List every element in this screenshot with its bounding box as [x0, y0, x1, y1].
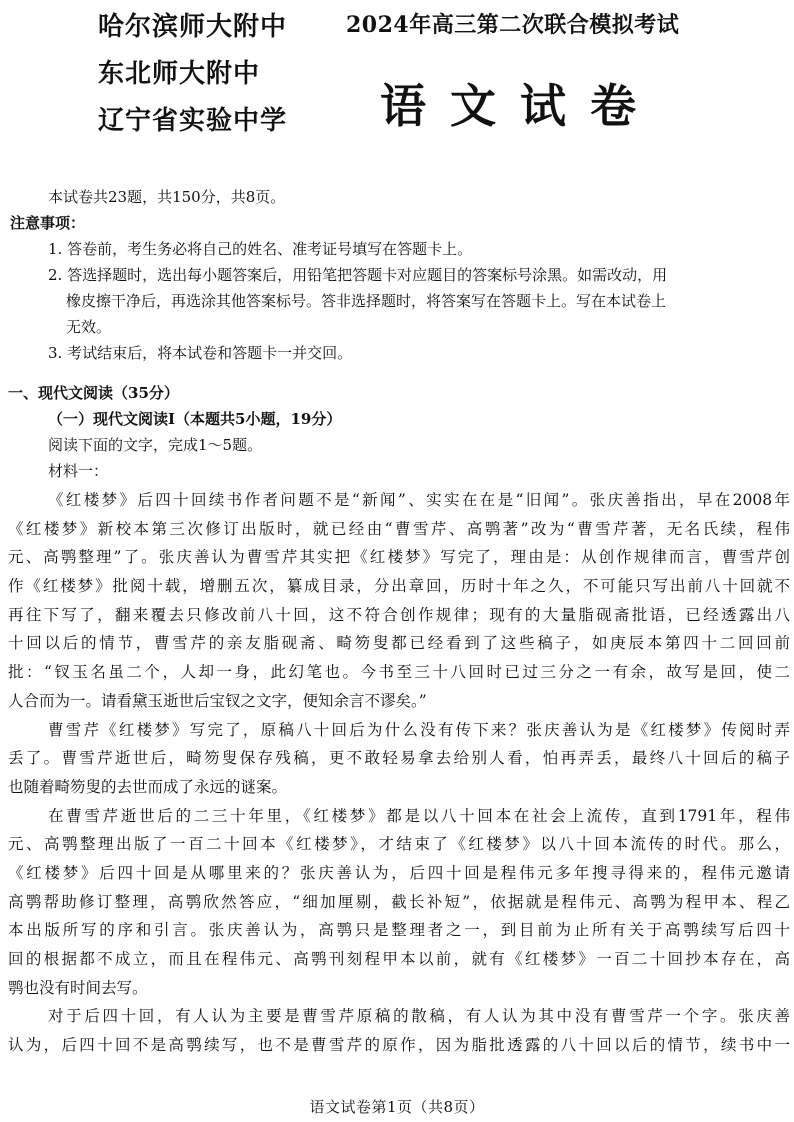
note-line: 无效。 [66, 318, 112, 336]
school-name-1: 哈尔滨师大附中 [98, 12, 288, 42]
passage-line: 批：“钗玉名虽二个，人却一身，此幻笔也。今书至三十八回时已过三分之一有余，故写是回，使二 [8, 663, 790, 682]
notes-title: 注意事项： [10, 214, 86, 232]
page-footer: 语文试卷第1页（共8页） [309, 1098, 485, 1116]
passage-line: 人合而为一。请看黛玉逝世后宝钗之文字，便知余言不谬矣。” [8, 691, 427, 710]
school-list [98, 4, 338, 145]
exam-intro: 本试卷共23题，共150分，共8页。 [48, 188, 286, 206]
passage-line: 《红楼梦》后四十回续书作者问题不是“新闻”、实实在在是“旧闻”。张庆善指出，早在2008年 [48, 491, 790, 509]
note-line: 2. 答选择题时，选出每小题答案后，用铅笔把答题卡对应题目的答案标号涂黑。如需改动，用 [48, 266, 668, 284]
passage-line: 再往下写了，翻来覆去只修改前八十回，这不符合创作规律；现有的大量脂砚斋批语，已经透露出八 [8, 605, 790, 624]
note-line: 3. 考试结束后，将本试卷和答题卡一并交回。 [48, 344, 353, 362]
subsection-title: （一）现代文阅读Ⅰ（本题共5小题，19分） [48, 410, 342, 428]
subject-title: 语文试卷 [380, 79, 660, 133]
material-label: 材料一： [48, 462, 109, 480]
passage-line: 回的根据都不成立，而且在程伟元、高鹗刊刻程甲本以前，就有《红楼梦》一百二十回抄本存在，高 [8, 950, 790, 968]
passage-line: 《红楼梦》后四十回是从哪里来的？张庆善认为，后四十回是程伟元多年搜寻得来的，程伟元邀请 [8, 863, 790, 882]
passage-line: 认为，后四十回不是高鹗续写，也不是曹雪芹的原作，因为脂批透露的八十回以后的情节，续书中一 [8, 1036, 790, 1055]
passage-line: 鹗也没有时间去写。 [8, 978, 148, 997]
note-line: 橡皮擦干净后，再选涂其他答案标号。答非选择题时，将答案写在答题卡上。写在本试卷上 [66, 292, 667, 310]
passage-line: 在曹雪芹逝世后的二三十年里，《红楼梦》都是以八十回本在社会上流传，直到1791年，程伟 [48, 806, 790, 825]
reading-passage [8, 486, 790, 1060]
passage-line: 曹雪芹《红楼梦》写完了，原稿八十回后为什么没有传下来？张庆善认为是《红楼梦》传阅时弄 [48, 720, 790, 739]
passage-line: 元、高鹗整理”了。张庆善认为曹雪芹其实把《红楼梦》写完了，理由是：从创作规律而言，曹雪芹创 [8, 548, 790, 567]
passage-line: 对于后四十回，有人认为主要是曹雪芹原稿的散稿，有人认为其中没有曹雪芹一个字。张庆善 [48, 1007, 790, 1026]
passage-line: 丢了。曹雪芹逝世后，畸笏叟保存残稿，更不敢轻易拿去给别人看，怕再弄丢，最终八十回后的稿子 [8, 749, 790, 768]
passage-line: 也随着畸笏叟的去世而成了永远的谜案。 [8, 777, 288, 796]
exam-title: 2024年高三第二次联合模拟考试 [346, 12, 680, 38]
section-title: 一、现代文阅读（35分） [8, 384, 179, 402]
passage-line: 《红楼梦》新校本第三次修订出版时，就已经由“曹雪芹、高鹗著”改为“曹雪芹著，无名氏续，程伟 [8, 519, 790, 538]
exam-content [8, 184, 790, 1060]
passage-line: 本出版所写的序和引言。张庆善认为，高鹗只是整理者之一，到目前为止所有关于高鹗续写后四十 [8, 921, 790, 940]
school-name-2: 东北师大附中 [98, 59, 261, 89]
school-name-3: 辽宁省实验中学 [98, 106, 288, 136]
passage-line: 作《红楼梦》批阅十载，增删五次，纂成目录，分出章回，历时十年之久，不可能只写出前八十回就不 [8, 577, 790, 596]
exam-header [0, 0, 794, 160]
note-line: 1. 答卷前，考生务必将自己的姓名、准考证号填写在答题卡上。 [48, 240, 473, 258]
passage-line: 十回以后的情节，曹雪芹的亲友脂砚斋、畸笏叟都已经看到了这些稿子，如庚辰本第四十二回回前 [8, 634, 790, 653]
notes-list [8, 236, 790, 366]
passage-line: 高鹗帮助修订整理，高鹗欣然答应，“细加厘剔，截长补短”，依据就是程伟元、高鹗为程甲本、程乙 [8, 892, 790, 911]
passage-line: 元、高鹗整理出版了一百二十回本《红楼梦》，才结束了《红楼梦》以八十回本流传的时代。那么， [8, 835, 790, 854]
reading-instruction: 阅读下面的文字，完成1～5题。 [48, 436, 263, 454]
